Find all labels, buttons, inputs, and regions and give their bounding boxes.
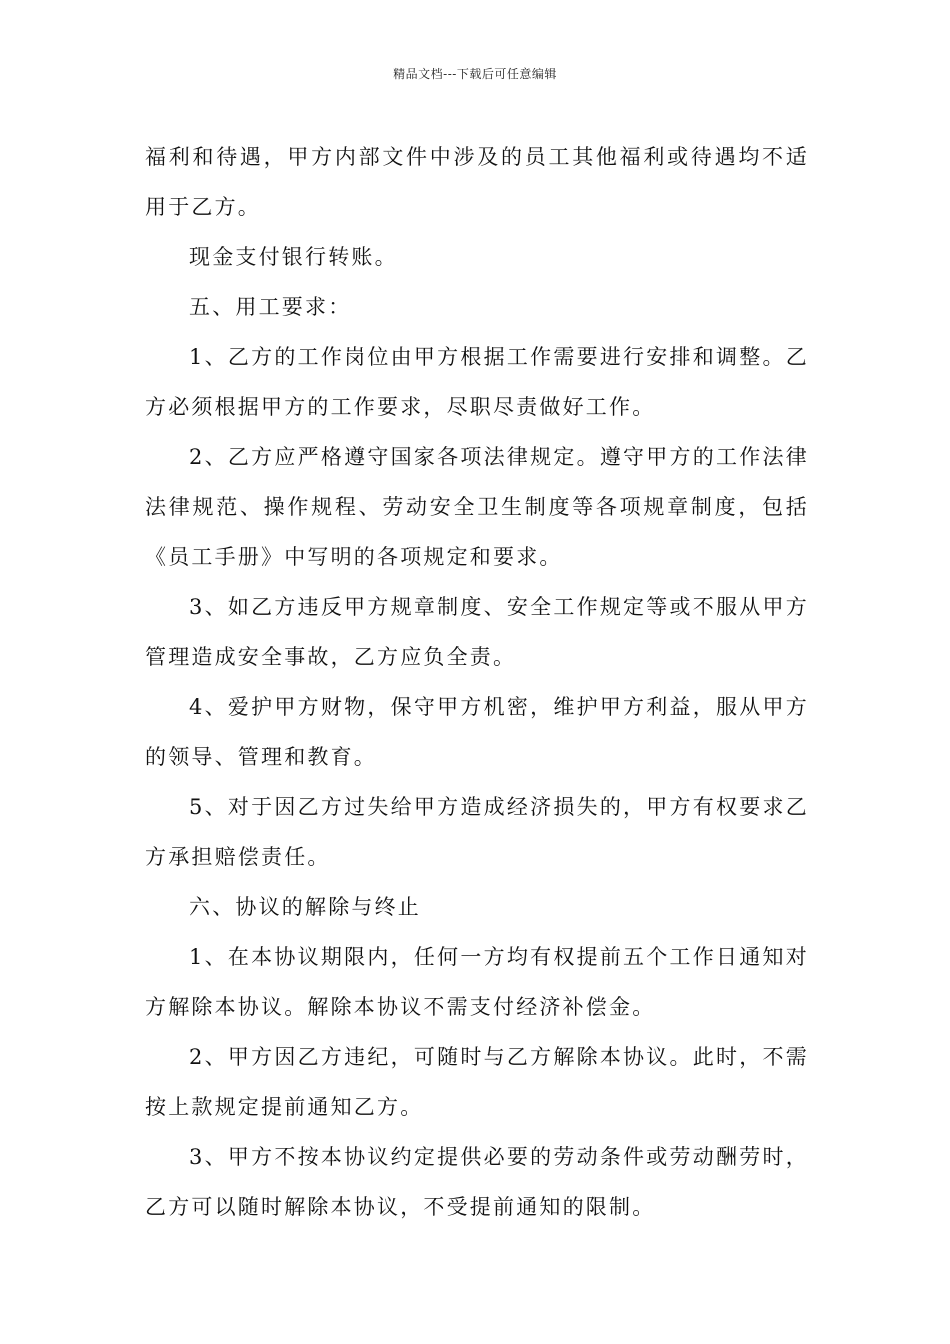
page-header: 精品文档---下载后可任意编辑 (393, 67, 557, 81)
paragraph-requirement-2: 2、乙方应严格遵守国家各项法律规定。遵守甲方的工作法律法律规范、操作规程、劳动安全卫生制度等各项规章制度，包括《员工手册》中写明的各项规定和要求。 (145, 445, 809, 569)
section-heading-employment-requirements: 五、用工要求： (189, 295, 352, 319)
paragraph-termination-3: 3、甲方不按本协议约定提供必要的劳动条件或劳动酬劳时，乙方可以随时解除本协议，不受提前通知的限制。 (145, 1145, 809, 1219)
paragraph-requirement-3: 3、如乙方违反甲方规章制度、安全工作规定等或不服从甲方管理造成安全事故，乙方应负全责。 (145, 595, 809, 669)
paragraph-payment-method: 现金支付银行转账。 (189, 245, 398, 269)
document-body (145, 132, 809, 1232)
paragraph-termination-1: 1、在本协议期限内，任何一方均有权提前五个工作日通知对方解除本协议。解除本协议不需支付经济补偿金。 (145, 945, 809, 1019)
paragraph-termination-2: 2、甲方因乙方违纪，可随时与乙方解除本协议。此时，不需按上款规定提前通知乙方。 (145, 1045, 809, 1119)
paragraph-requirement-4: 4、爱护甲方财物，保守甲方机密，维护甲方利益，服从甲方的领导、管理和教育。 (145, 695, 809, 769)
paragraph-requirement-5: 5、对于因乙方过失给甲方造成经济损失的，甲方有权要求乙方承担赔偿责任。 (145, 795, 809, 869)
section-heading-termination: 六、协议的解除与终止 (189, 895, 421, 919)
paragraph-benefits-continued: 福利和待遇，甲方内部文件中涉及的员工其他福利或待遇均不适用于乙方。 (145, 145, 809, 219)
paragraph-requirement-1: 1、乙方的工作岗位由甲方根据工作需要进行安排和调整。乙方必须根据甲方的工作要求，尽职尽责做好工作。 (145, 345, 809, 419)
